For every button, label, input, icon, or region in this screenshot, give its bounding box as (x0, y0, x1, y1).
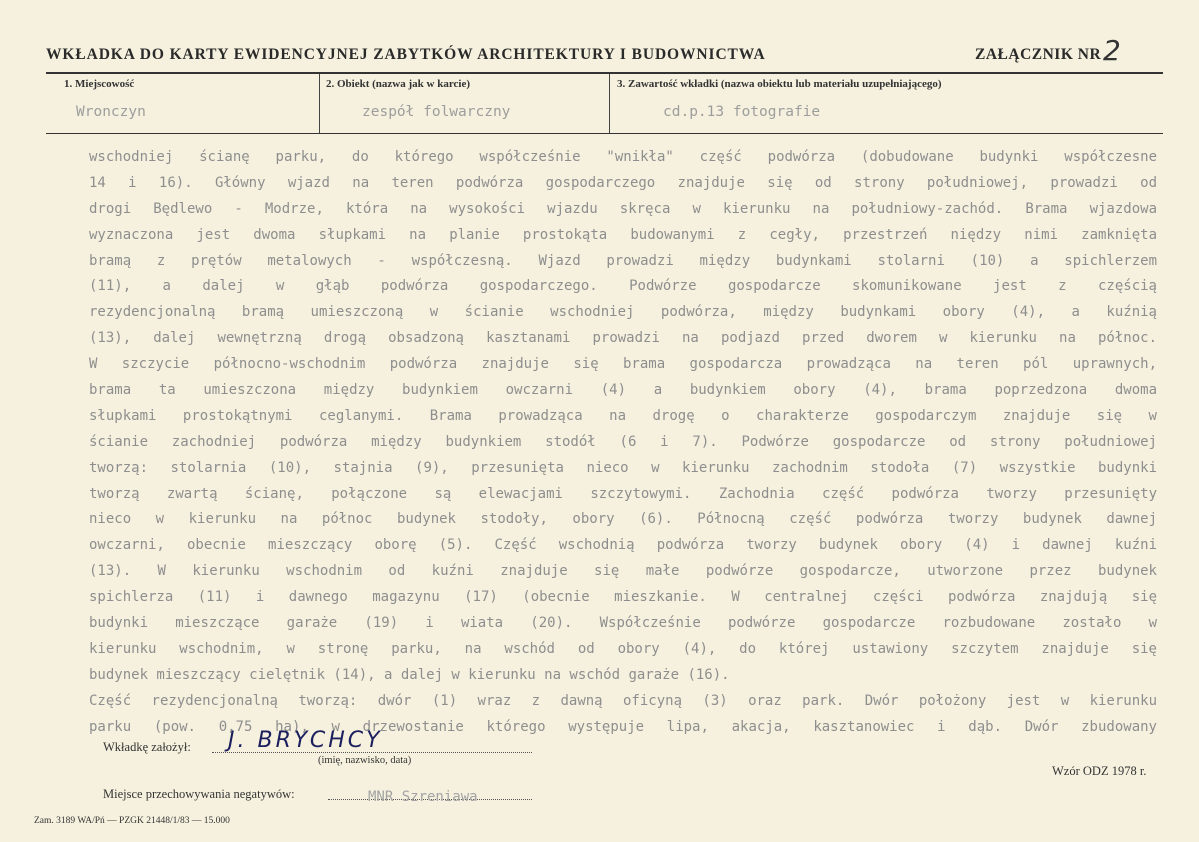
text-line: bramą z prętów metalowych - współczesną. Wjazd prowadzi między budynkami stolarni (10) a spichlerzem (89, 252, 1157, 269)
annex-label: ZAŁĄCZNIK NR (975, 46, 1102, 63)
field-contents (613, 78, 1153, 133)
field-locality (60, 78, 318, 133)
text-line: (13), dalej wewnętrzną drogą obsadzoną kasztanami prowadzi na podjazd przed dworem w kierunku na północ. (89, 330, 1157, 347)
text-line: wschodniej ścianę parku, do którego współcześnie "wnikła" część podwórza (dobudowane budynki współczesne (89, 149, 1157, 165)
annex-number: 2 (1103, 34, 1121, 67)
text-line: owczarni, obecnie mieszczący oborę (5). Część wschodnią podwórza tworzy budynek obory (4) i dawnej kuźni (89, 537, 1157, 554)
text-line: spichlerza (11) i dawnego magazynu (17) (obecnie mieszkanie. W centralnej części podwórza znajdują się (89, 589, 1157, 606)
field-contents-label: 3. Zawartość wkładki (nazwa obiektu lub materiału uzupełniającego) (617, 78, 942, 90)
text-line: Część rezydencjonalną tworzą: dwór (1) wraz z dawną oficyną (3) oraz park. Dwór położony jest w kierunku (89, 692, 1157, 709)
storage-label: Miejsce przechowywania negatywów: (103, 787, 295, 801)
field-divider (609, 74, 610, 133)
text-line: brama ta umieszczona między budynkiem owczarni (4) a budynkiem obory (4), brama poprzedzona dwoma (89, 382, 1157, 399)
header-rule (46, 72, 1163, 74)
document-title: WKŁADKA DO KARTY EWIDENCYJNEJ ZABYTKÓW ARCHITEKTURY I BUDOWNICTWA (46, 46, 766, 63)
text-line: 14 i 16). Główny wjazd na teren podwórza gospodarczego znajduje się od strony południowej, prowadzi od (89, 174, 1157, 191)
founder-caption: (imię, nazwisko, data) (318, 755, 412, 766)
text-line: budynek mieszczący cielętnik (14), a dalej w kierunku na wschód garaże (16). (89, 666, 730, 683)
field-divider (319, 74, 320, 133)
text-line: (13). W kierunku wschodnim od kuźni znajduje się małe podwórze gospodarcze, utworzone przez budynek (89, 563, 1157, 580)
field-object-value: zespół folwarczny (362, 104, 511, 120)
text-line: rezydencjonalną bramą umieszczoną w ścianie wschodniej podwórza, między budynkami obory (4), a kuźnią (89, 304, 1157, 321)
description-text (89, 145, 1157, 740)
founder-signature: J. BRYCHCY (228, 728, 383, 753)
print-info: Zam. 3189 WA/Pń — PZGK 21448/1/83 — 15.000 (34, 816, 230, 826)
field-object-label: 2. Obiekt (nazwa jak w karcie) (326, 78, 471, 90)
text-line: słupkami prostokątnymi ceglanymi. Brama prowadząca na drogę o charakterze gospodarczym znajduje się w (89, 407, 1157, 424)
field-locality-label: 1. Miejscowość (64, 78, 135, 90)
founder-label: Wkładkę założył: (103, 740, 191, 754)
text-line: (11), a dalej w głąb podwórza gospodarczego. Podwórze gospodarcze skomunikowane jest z częścią (89, 278, 1157, 295)
text-line: budynki mieszczące garaże (19) i wiata (20). Współcześnie podwórze gospodarcze rozbudowane zostało w (89, 615, 1157, 632)
text-line: tworzą: stolarnia (10), stajnia (9), przesunięta nieco w kierunku zachodnim stodoła (7) wszystkie budynki (89, 459, 1157, 476)
text-line: tworzą zwartą ścianę, połączone są elewacjami szczytowymi. Zachodnia część podwórza tworzy przesunięty (89, 485, 1157, 502)
text-line: ścianie zachodniej podwórza między budynkiem stodół (6 i 7). Podwórze gospodarcze od strony południowej (89, 433, 1157, 450)
text-line: W szczycie północno-wschodnim podwórza znajduje się brama gospodarcza prowadząca na teren pól uprawnych, (89, 356, 1157, 373)
text-line: parku (pow. 0,75 ha), w drzewostanie którego występuje lipa, akacja, kasztanowiec i dąb. Dwór zbudowany (89, 718, 1157, 735)
form-model: Wzór ODZ 1978 r. (1052, 764, 1147, 778)
field-locality-value: Wronczyn (76, 104, 146, 120)
field-object (322, 78, 608, 133)
fields-rule (46, 133, 1163, 134)
text-line: kierunku wschodnim, w stronę parku, na wschód od obory (4), do której ustawiony szczytem znajduje się (89, 640, 1157, 657)
field-contents-value: cd.p.13 fotografie (663, 104, 821, 120)
text-line: nieco w kierunku na północ budynek stodoły, obory (6). Północną część podwórza tworzy budynek dawnej (89, 511, 1157, 528)
storage-value: MNR Szreniawa (368, 789, 478, 805)
text-line: drogi Będlewo - Modrze, która na wysokości wjazdu skręca w kierunku na południowy-zachód. Brama wjazdowa (89, 200, 1157, 217)
text-line: wyznaczona jest dwoma słupkami na planie prostokąta budowanymi z cegły, przestrzeń niędzy nimi zamknięta (89, 226, 1157, 243)
